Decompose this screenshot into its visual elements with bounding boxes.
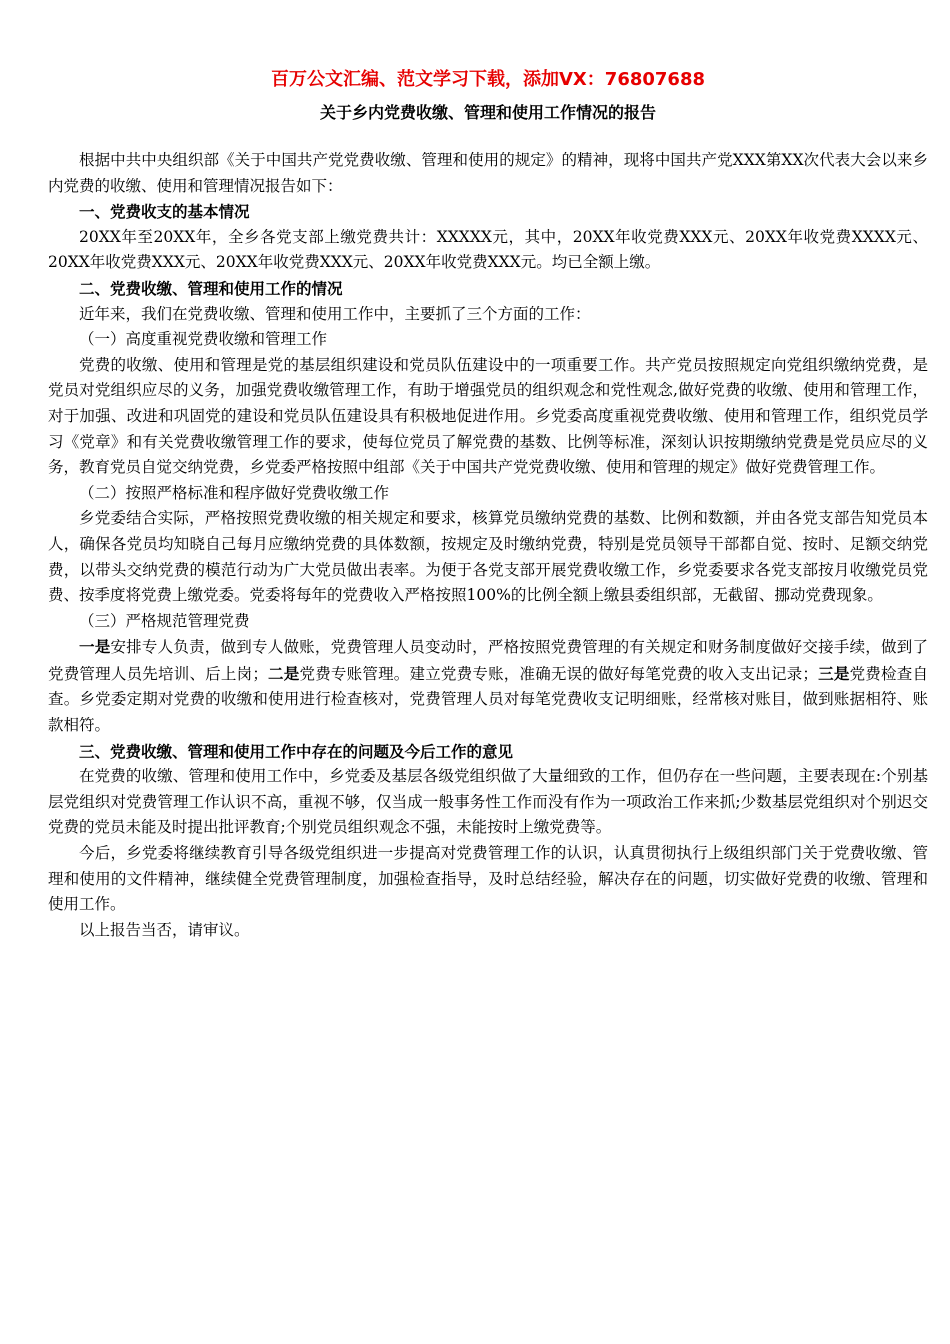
point-2-label: 二是: [267, 663, 300, 683]
section-2-intro: 近年来，我们在党费收缴、管理和使用工作中，主要抓了三个方面的工作：: [79, 304, 591, 323]
document-title: 关于乡内党费收缴、管理和使用工作情况的报告: [319, 103, 656, 122]
section-3-heading: 三、党费收缴、管理和使用工作中存在的问题及今后工作的意见: [79, 741, 514, 761]
closing-line: 以上报告当否，请审议。: [79, 920, 250, 939]
point-1-text: 安排专人负责，做到专人做账，党费管理人员变动时，严格按照党费管理的有关规定和财务制度做好交接手续，做到了党费管理人员先培训、后上岗；: [48, 638, 928, 683]
section-1-heading: 一、党费收支的基本情况: [79, 202, 250, 222]
point-1-label: 一是: [79, 637, 111, 657]
document-page: [48, 66, 928, 943]
subsection-2-paragraph: 乡党委结合实际，严格按照党费收缴的相关规定和要求，核算党员缴纳党费的基数、比例和数额，并由各党支部告知党员本人，确保各党员均知晓自己每月应缴纳党费的具体数额，按规定及时缴纳党费，特别是党员领导干部都自觉、按时、足额交纳党费，以带头交纳党费的模范行动为广大党员做出表率。为便于各党支部开展党费收缴工作，乡党委要求各党支部按月收缴党员党费、按季度将党费上缴党委。党委将每年的党费收入严格按照100%的比例全额上缴县委组织部，无截留、挪动党费现象。: [48, 509, 928, 605]
subsection-3-heading: （三）严格规范管理党费: [79, 611, 250, 630]
point-2-text: 党费专账管理。建立党费专账，准确无误的做好每笔党费的收入支出记录；: [299, 664, 818, 683]
subsection-1-paragraph: 党费的收缴、使用和管理是党的基层组织建设和党员队伍建设中的一项重要工作。共产党员按照规定向党组织缴纳党费，是党员对党组织应尽的义务，加强党费收缴管理工作，有助于增强党员的组织观念和党性观念,做好党费的收缴、使用和管理工作，对于加强、改进和巩固党的建设和党员队伍建设具有积极地促进作用。乡党委高度重视党费收缴、使用和管理工作，组织党员学习《党章》和有关党费收缴管理工作的要求，使每位党员了解党费的基数、比例等标准，深刻认识按期缴纳党费是党员应尽的义务，教育党员自觉交纳党费，乡党委严格按照中组部《关于中国共产党党费收缴、使用和管理的规定》做好党费管理工作。: [48, 355, 928, 477]
promo-banner: 百万公文汇编、范文学习下载，添加VX：76807688: [270, 69, 705, 90]
section-1-paragraph: 20XX年至20XX年，全乡各党支部上缴党费共计：XXXXX元，其中，20XX年收党费XXX元、20XX年收党费XXXX元、20XX年收党费XXX元、20XX年收党费XXX元、20XX年收党费XXX元。均已全额上缴。: [48, 227, 928, 272]
document-body: [48, 148, 928, 943]
point-3-text: 党费检查自查。乡党委定期对党费的收缴和使用进行检查核对，党费管理人员对每笔党费收支记明细账，经常核对账目，做到账据相符、账款相符。: [48, 664, 928, 735]
intro-paragraph: 根据中共中央组织部《关于中国共产党党费收缴、管理和使用的规定》的精神，现将中国共产党XXX第XX次代表大会以来乡内党费的收缴、使用和管理情况报告如下：: [48, 151, 928, 195]
point-3-label: 三是: [817, 663, 850, 683]
subsection-1-heading: （一）高度重视党费收缴和管理工作: [79, 330, 328, 349]
section-3-paragraph-1: 在党费的收缴、管理和使用工作中，乡党委及基层各级党组织做了大量细致的工作，但仍存在一些问题，主要表现在:个别基层党组织对党费管理工作认识不高，重视不够，仅当成一般事务性工作而没有作为一项政治工作来抓;少数基层党组织对个别迟交党费的党员未能及时提出批评教育;个别党员组织观念不强，未能按时上缴党费等。: [48, 767, 928, 837]
subsection-2-heading: （二）按照严格标准和程序做好党费收缴工作: [79, 483, 390, 502]
subsection-3-paragraph: [48, 634, 928, 738]
section-3-paragraph-2: 今后，乡党委将继续教育引导各级党组织进一步提高对党费管理工作的认识，认真贯彻执行上级组织部门关于党费收缴、管理和使用的文件精神，继续健全党费管理制度，加强检查指导，及时总结经验，解决存在的问题，切实做好党费的收缴、管理和使用工作。: [48, 844, 928, 914]
section-2-heading: 二、党费收缴、管理和使用工作的情况: [79, 278, 343, 298]
